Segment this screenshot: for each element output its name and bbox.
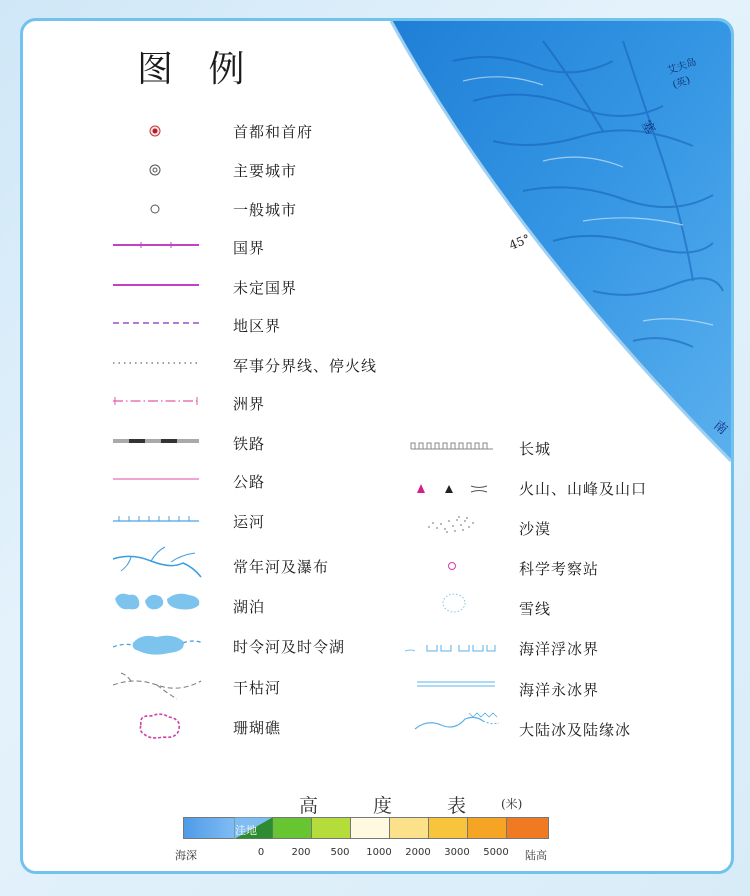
legend-label-railway: 铁路: [233, 435, 266, 453]
scale-swatch-2000-3000: [429, 817, 468, 839]
dry-river-icon: [111, 671, 207, 701]
scale-tick-0: 0: [257, 847, 265, 858]
elevation-title-char-2: 度: [373, 795, 393, 817]
scale-swatch-above-5000: [507, 817, 549, 839]
legend-label-city: 一般城市: [233, 201, 298, 219]
elevation-title-char-1: 高: [299, 795, 319, 817]
map-frame: [20, 18, 734, 874]
scale-swatch-1000-2000: [390, 817, 429, 839]
lake-icon: [111, 589, 207, 617]
legend-label-drift-ice: 海洋浮冰界: [519, 640, 600, 658]
city-icon: [147, 201, 163, 217]
legend-label-coral-reef: 珊瑚礁: [233, 719, 282, 737]
legend-label-river: 常年河及瀑布: [233, 558, 330, 576]
river-icon: [111, 545, 207, 579]
continental-border-line: [113, 395, 201, 407]
capital-dot-icon: [147, 123, 163, 139]
legend-label-undefined-border: 未定国界: [233, 279, 298, 297]
legend-title: 图 例: [137, 49, 257, 90]
scale-swatch-200-500: [312, 817, 351, 839]
ice-shelf-icon: [413, 709, 503, 737]
scale-lowland-label: 洼地: [235, 824, 257, 837]
legend-label-ceasefire: 军事分界线、停火线: [233, 357, 378, 375]
legend-label-regional-border: 地区界: [233, 317, 282, 335]
legend-label-volcano-peak-pass: 火山、山峰及山口: [519, 480, 648, 498]
canal-line: [113, 513, 201, 525]
volcano-peak-pass-icon: [411, 481, 497, 495]
undefined-border-line: [113, 279, 201, 291]
legend-label-research-station: 科学考察站: [519, 560, 600, 578]
national-border-line: [113, 239, 201, 251]
drift-ice-icon: [403, 637, 499, 659]
legend-label-highway: 公路: [233, 473, 266, 491]
legend-label-major-city: 主要城市: [233, 162, 298, 180]
legend-label-ice-shelf: 大陆冰及陆缘冰: [519, 721, 632, 739]
scale-swatch-3000-5000: [468, 817, 507, 839]
railway-line: [113, 435, 201, 447]
scale-tick-5000: 5000: [483, 847, 509, 858]
seasonal-river-icon: [111, 629, 207, 659]
latitude-label: 45°: [507, 231, 533, 253]
elevation-title-char-3: 表: [447, 795, 467, 817]
major-city-icon: [147, 162, 163, 178]
legend-label-canal: 运河: [233, 513, 266, 531]
ceasefire-line: [113, 357, 201, 369]
scale-tick-1000: 1000: [366, 847, 392, 858]
scale-swatch-sea-depth: [183, 817, 235, 839]
coral-reef-icon: [135, 711, 185, 741]
legend-label-lake: 湖泊: [233, 598, 266, 616]
highway-line: [113, 473, 201, 485]
scale-swatch-500-1000: [351, 817, 390, 839]
scale-tick-200: 200: [291, 847, 311, 858]
legend-label-capital: 首都和首府: [233, 123, 314, 141]
desert-icon: [423, 515, 483, 537]
scale-right-label: 陆高: [525, 849, 547, 862]
scale-swatch-0-200: [273, 817, 312, 839]
legend-label-great-wall: 长城: [519, 440, 552, 458]
legend-label-permanent-ice: 海洋永冰界: [519, 681, 600, 699]
legend-label-national-border: 国界: [233, 239, 266, 257]
legend-label-dry-river: 干枯河: [233, 679, 282, 697]
legend-label-desert: 沙漠: [519, 520, 552, 538]
snow-line-icon: [439, 591, 469, 615]
legend-label-seasonal-river: 时令河及时令湖: [233, 638, 346, 656]
sea-name-label-2: 南: [710, 418, 731, 438]
permanent-ice-icon: [415, 677, 499, 691]
legend-label-snow-line: 雪线: [519, 600, 552, 618]
legend-label-continental-border: 洲界: [233, 395, 266, 413]
island-label: 艾夫岛 (英): [666, 56, 699, 92]
scale-tick-3000: 3000: [444, 847, 470, 858]
scale-left-label: 海深: [175, 849, 197, 862]
great-wall-line: [409, 439, 495, 453]
elevation-unit: (米): [501, 797, 523, 811]
scale-tick-2000: 2000: [405, 847, 431, 858]
research-station-icon: [445, 559, 459, 573]
scale-tick-500: 500: [330, 847, 350, 858]
sea-name-label-1: 塞: [638, 118, 658, 137]
regional-border-line: [113, 317, 201, 329]
